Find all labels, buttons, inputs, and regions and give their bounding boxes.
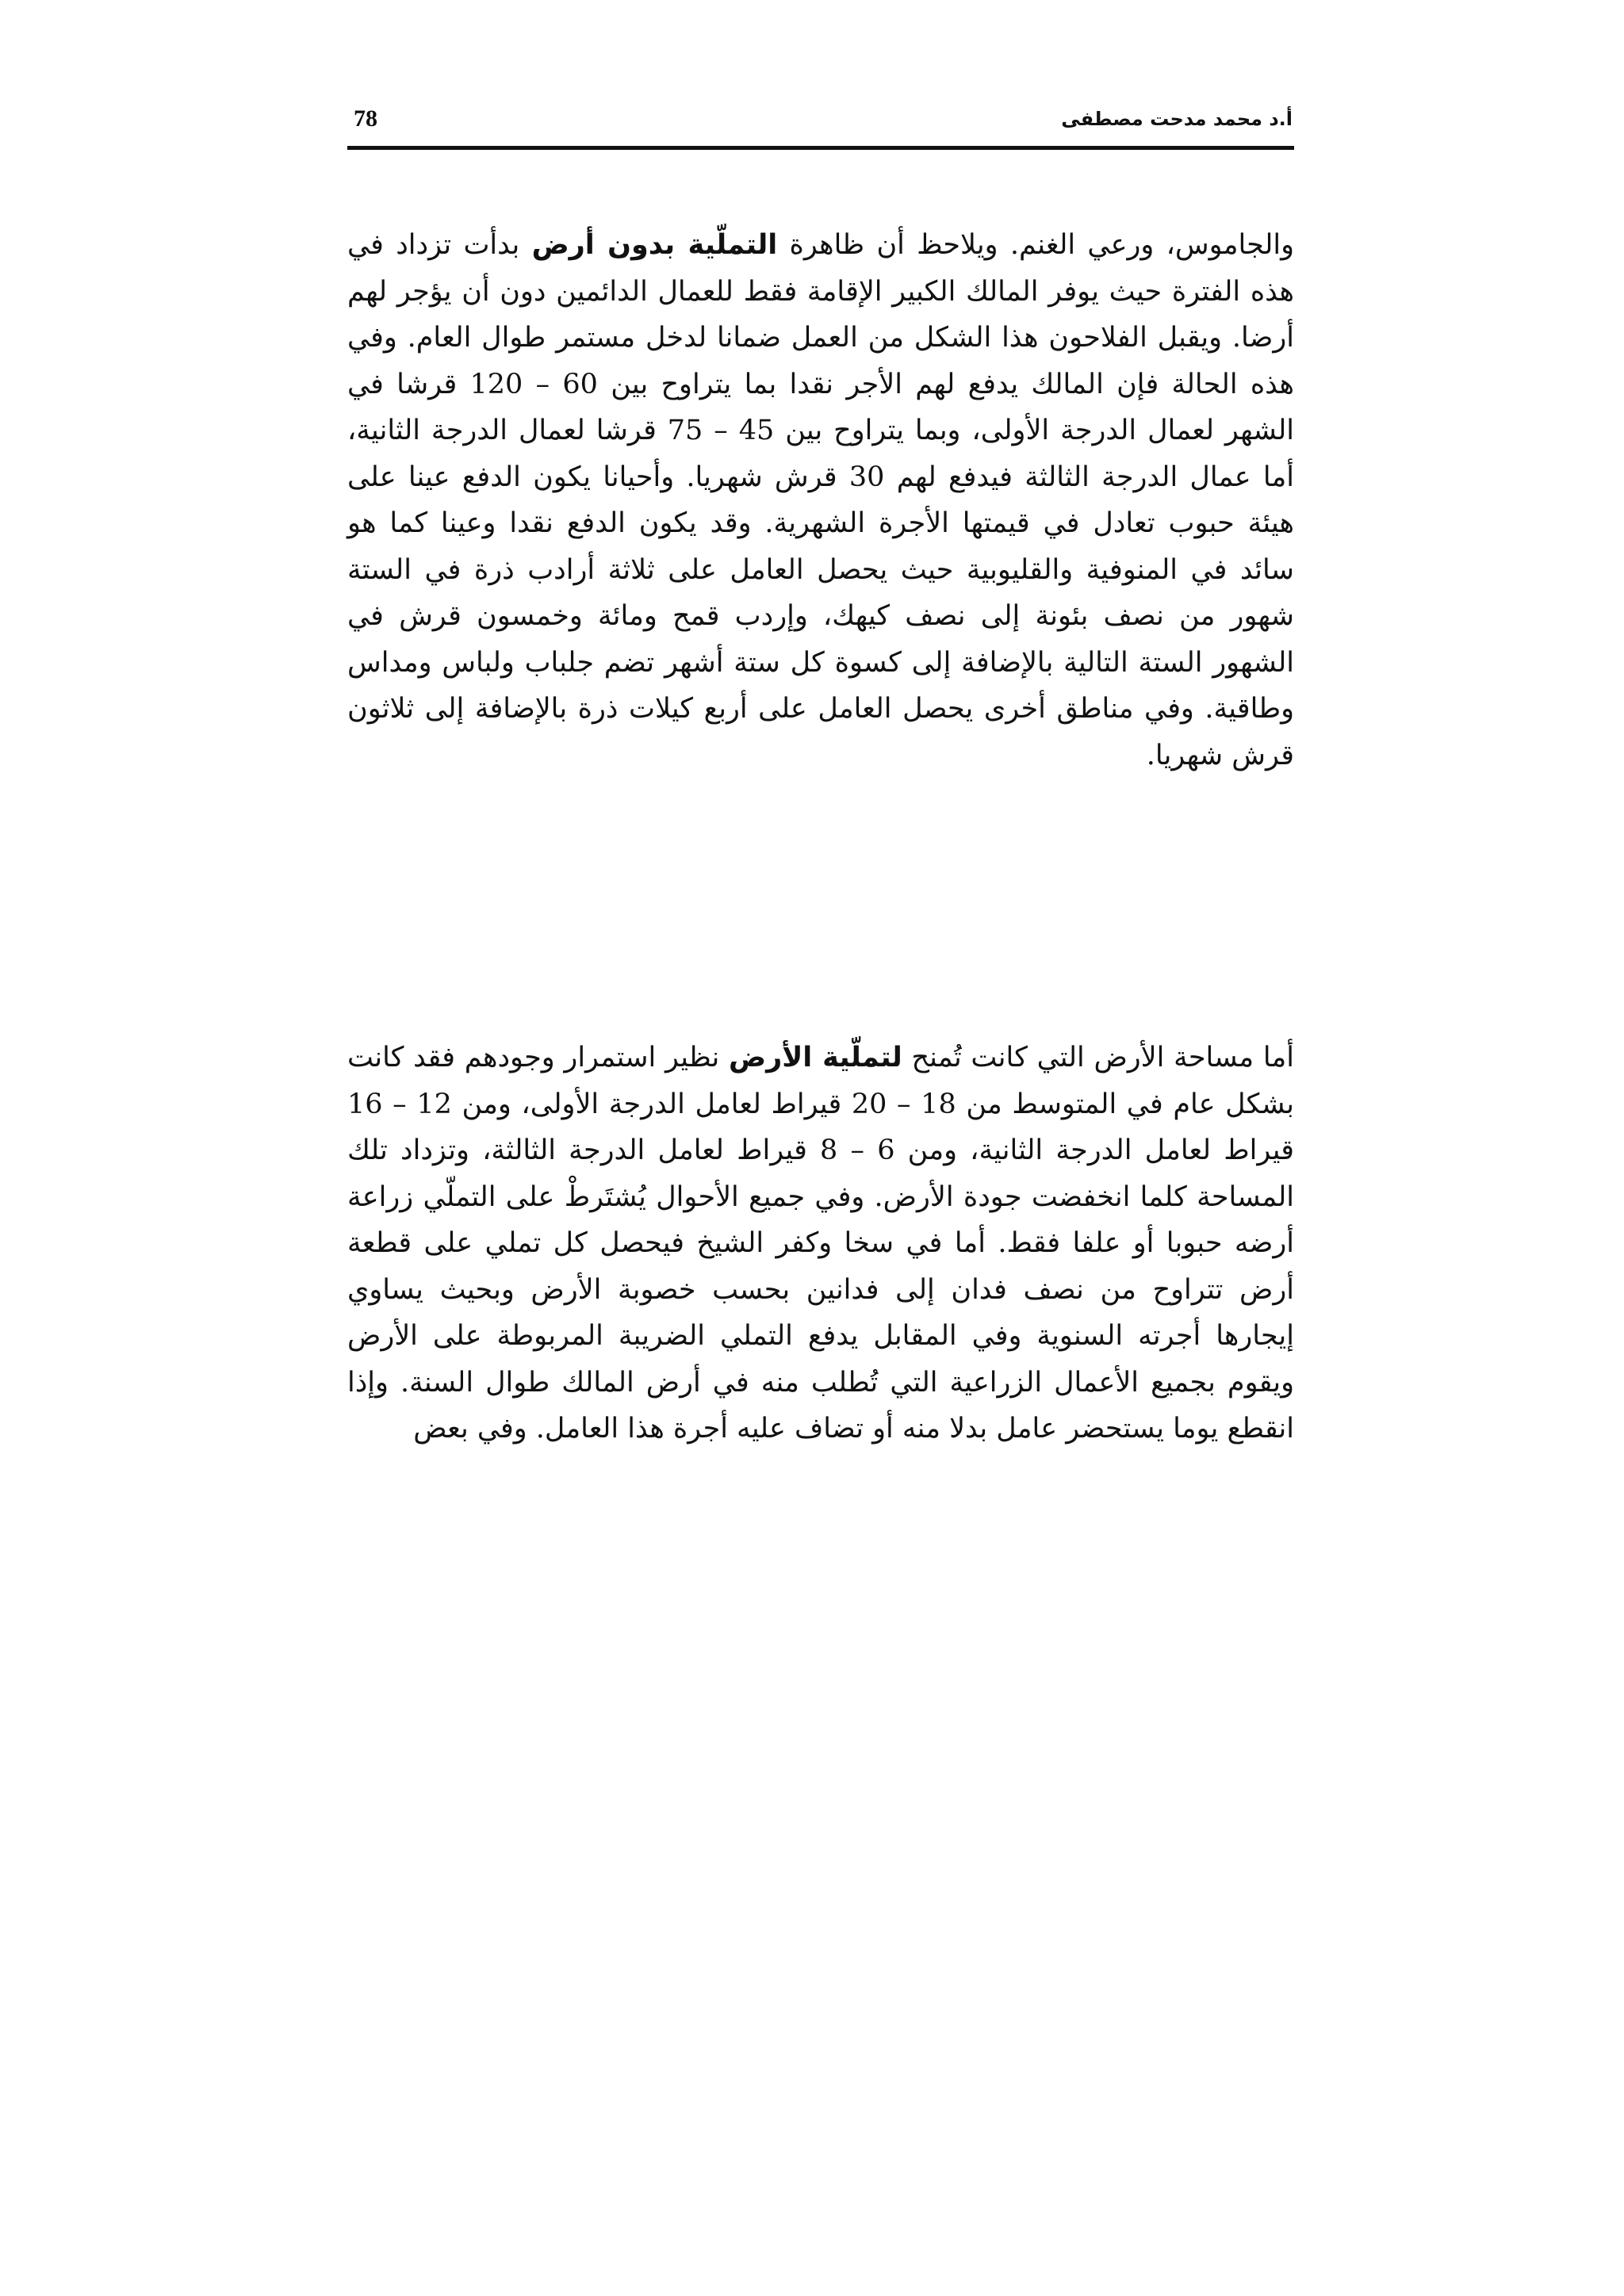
body-paragraph-2 <box>347 1035 1294 1452</box>
paragraph-2-text-start: أما مساحة الأرض التي كانت تُمنح <box>902 1042 1295 1073</box>
paragraph-1-bold-term: التملّية بدون أرض <box>531 229 778 261</box>
body-paragraph-1 <box>347 222 1294 779</box>
header-divider <box>347 146 1294 150</box>
page-header <box>347 103 1293 151</box>
paragraph-1-text-rest: بدأت تزداد في هذه الفترة حيث يوفر المالك الكبير الإقامة فقط للعمال الدائمين دون أن يؤجر لهم أرضا. ويقبل الفلاحون هذا الشكل من العمل ضمانا لدخل مستمر طوال العام. وفي هذه الحالة فإن المالك يدفع لهم الأجر نقدا بما يتراوح بين 60 – 120 قرشا في الشهر لعمال الدرجة الأولى، وبما يتراوح بين 45 – 75 قرشا لعمال الدرجة الثانية، أما عمال الدرجة الثالثة فيدفع لهم 30 قرش شهريا. وأحيانا يكون الدفع عينا على هيئة حبوب تعادل في قيمتها الأجرة الشهرية. وقد يكون الدفع نقدا وعينا كما هو سائد في المنوفية والقليوبية حيث يحصل العامل على ثلاثة أرادب ذرة في الستة شهور من نصف بئونة إلى نصف كيهك، وإردب قمح ومائة وخمسون قرش في الشهور الستة التالية بالإضافة إلى كسوة كل ستة أشهر تضم جلباب ولباس ومداس وطاقية. وفي مناطق أخرى يحصل العامل على أربع كيلات ذرة بالإضافة إلى ثلاثون قرش شهريا. <box>347 229 1295 771</box>
paragraph-2-bold-term: لتملّية الأرض <box>729 1042 902 1073</box>
page-number: 78 <box>354 105 377 132</box>
paragraph-1-text-start: والجاموس، ورعي الغنم. ويلاحظ أن ظاهرة <box>777 229 1294 261</box>
paragraph-2-text-rest: نظير استمرار وجودهم فقد كانت بشكل عام في المتوسط من 18 – 20 قيراط لعامل الدرجة الأولى، ومن 12 – 16 قيراط لعامل الدرجة الثانية، ومن 6 – 8 قيراط لعامل الدرجة الثالثة، وتزداد تلك المساحة كلما انخفضت جودة الأرض. وفي جميع الأحوال يُشتَرطْ على التملّي زراعة أرضه حبوبا أو علفا فقط. أما في سخا وكفر الشيخ فيحصل كل تملي على قطعة أرض تتراوح من نصف فدان إلى فدانين بحسب خصوبة الأرض وبحيث يساوي إيجارها أجرته السنوية وفي المقابل يدفع التملي الضريبة المربوطة على الأرض ويقوم بجميع الأعمال الزراعية التي تُطلب منه في أرض المالك طوال السنة. وإذا انقطع يوما يستحضر عامل بدلا منه أو تضاف عليه أجرة هذا العامل. وفي بعض <box>347 1042 1294 1445</box>
running-head-author: أ.د محمد مدحت مصطفى <box>1061 108 1293 130</box>
